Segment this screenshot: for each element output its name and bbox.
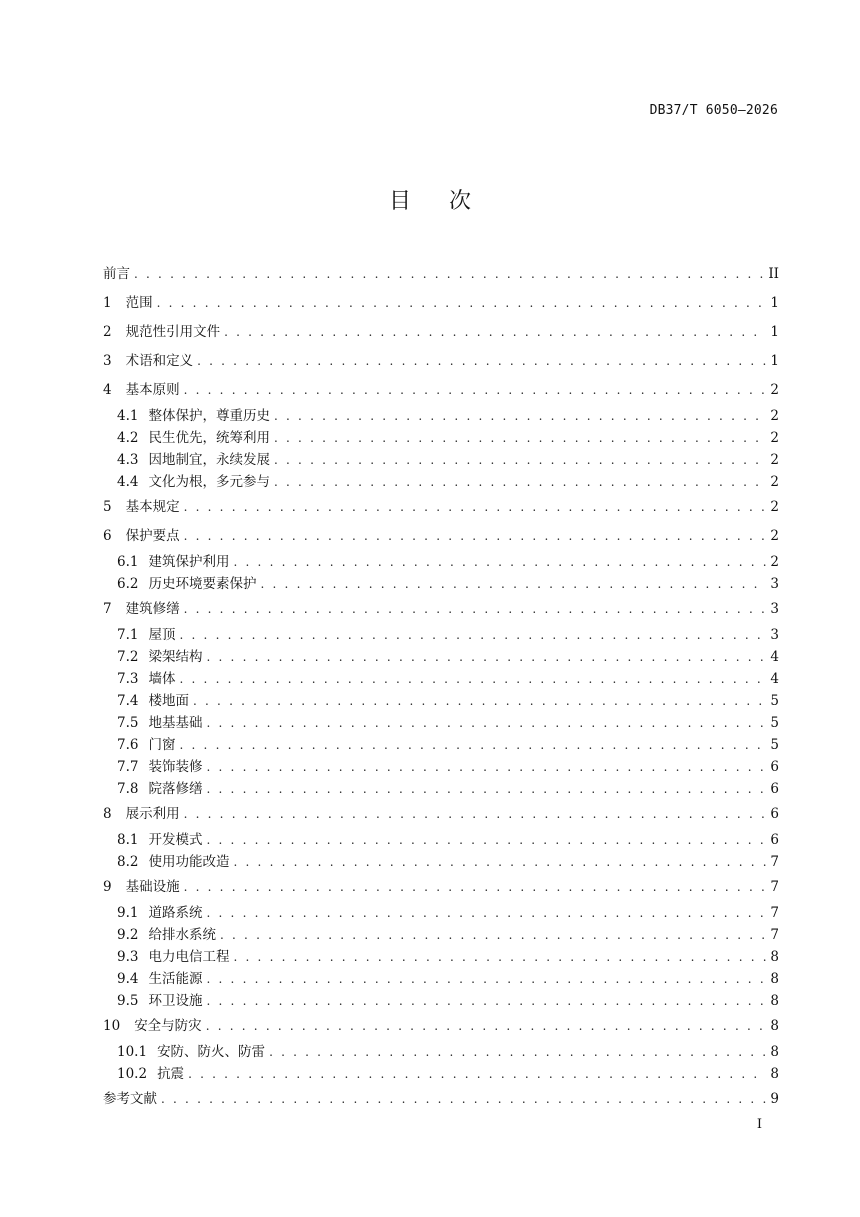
document-id: DB37/T 6050—2026 <box>649 103 778 118</box>
toc-dot-leader <box>206 712 766 734</box>
page-title <box>0 184 860 215</box>
title-part-2: 次 <box>449 189 472 214</box>
toc-dot-leader <box>260 573 766 595</box>
toc-entry-page: 6 <box>770 759 779 775</box>
toc-entry-page: 2 <box>770 382 779 398</box>
toc-entry[interactable] <box>103 573 779 595</box>
toc-entry-label: 范围 <box>125 295 153 311</box>
toc-entry-label: 给排水系统 <box>148 927 216 943</box>
toc-entry-page: 6 <box>770 781 779 797</box>
toc-entry[interactable] <box>103 347 779 376</box>
toc-entry-number: 4 <box>103 382 112 398</box>
toc-entry-number: 8 <box>103 806 112 822</box>
toc-dot-leader <box>274 405 766 427</box>
toc-entry-label: 基础设施 <box>125 879 180 895</box>
toc-entry[interactable] <box>103 318 779 347</box>
toc-entry-label: 楼地面 <box>148 693 189 709</box>
toc-entry[interactable] <box>103 756 779 778</box>
toc-entry[interactable] <box>103 260 779 289</box>
toc-entry-label: 屋顶 <box>148 627 176 643</box>
toc-entry[interactable] <box>103 624 779 646</box>
toc-entry[interactable] <box>103 851 779 873</box>
toc-entry[interactable] <box>103 690 779 712</box>
toc-entry-number: 7.8 <box>117 781 139 797</box>
toc-entry-number: 6 <box>103 528 112 544</box>
toc-entry[interactable] <box>103 646 779 668</box>
toc-entry-page: 5 <box>770 737 779 753</box>
toc-dot-leader <box>224 318 766 347</box>
toc-entry-number: 7.6 <box>117 737 139 753</box>
toc-entry-page: 7 <box>770 879 779 895</box>
toc-entry[interactable] <box>103 712 779 734</box>
toc-entry-number: 3 <box>103 353 112 369</box>
toc-entry-number: 10 <box>103 1018 121 1034</box>
toc-dot-leader <box>197 347 766 376</box>
toc-dot-leader <box>233 946 766 968</box>
toc-entry-page: 2 <box>770 430 779 446</box>
toc-entry-number: 9.4 <box>117 971 139 987</box>
toc-entry-page: 8 <box>770 993 779 1009</box>
toc-entry-page: 7 <box>770 927 779 943</box>
toc-entry[interactable] <box>103 778 779 800</box>
toc-entry-number: 9.2 <box>117 927 139 943</box>
toc-entry-number: 6.2 <box>117 576 139 592</box>
toc-entry-number: 7.2 <box>117 649 139 665</box>
toc-entry-number: 6.1 <box>117 554 139 570</box>
toc-entry[interactable] <box>103 1085 779 1114</box>
toc-entry-number: 7.1 <box>117 627 139 643</box>
toc-dot-leader <box>179 624 766 646</box>
toc-entry-number: 7.7 <box>117 759 139 775</box>
toc-entry-label: 墙体 <box>148 671 176 687</box>
toc-entry-label: 地基基础 <box>148 715 203 731</box>
toc-entry[interactable] <box>103 427 779 449</box>
toc-entry-number: 8.2 <box>117 854 139 870</box>
toc-entry-page: 1 <box>770 353 779 369</box>
toc-entry[interactable] <box>103 829 779 851</box>
toc-entry-label: 建筑修缮 <box>125 601 180 617</box>
toc-entry-page: 6 <box>770 832 779 848</box>
toc-entry-label: 文化为根，多元参与 <box>148 474 270 490</box>
toc-dot-leader <box>206 902 766 924</box>
toc-entry-number: 8.1 <box>117 832 139 848</box>
toc-dot-leader <box>179 734 766 756</box>
toc-entry-label: 环卫设施 <box>148 993 203 1009</box>
toc-dot-leader <box>184 595 767 624</box>
toc-entry-page: 8 <box>770 1044 779 1060</box>
toc-entry[interactable] <box>103 595 779 624</box>
toc-dot-leader <box>274 471 766 493</box>
toc-entry-page: 2 <box>770 474 779 490</box>
toc-entry-label: 规范性引用文件 <box>125 324 221 340</box>
toc-entry-page: 3 <box>770 627 779 643</box>
toc-entry-number: 7.5 <box>117 715 139 731</box>
toc-entry-page: 5 <box>770 693 779 709</box>
toc-entry-page: 2 <box>770 554 779 570</box>
toc-entry-label: 民生优先，统筹利用 <box>148 430 270 446</box>
page-number: I <box>756 1117 762 1132</box>
toc-entry-page: 6 <box>770 806 779 822</box>
toc-dot-leader <box>233 851 766 873</box>
toc-entry-number: 7 <box>103 601 112 617</box>
toc-entry-number: 4.4 <box>117 474 139 490</box>
toc-dot-leader <box>206 646 766 668</box>
toc-entry-label: 抗震 <box>157 1066 185 1082</box>
toc-entry-page: 4 <box>770 649 779 665</box>
toc-entry[interactable] <box>103 1041 779 1063</box>
toc-entry[interactable] <box>103 551 779 573</box>
toc-dot-leader <box>206 778 766 800</box>
toc-dot-leader <box>161 1085 766 1114</box>
toc-entry-label: 整体保护，尊重历史 <box>148 408 270 424</box>
toc-entry[interactable] <box>103 924 779 946</box>
toc-entry-label: 参考文献 <box>103 1091 157 1107</box>
toc-entry-number: 4.1 <box>117 408 139 424</box>
toc-entry-label: 因地制宜，永续发展 <box>148 452 270 468</box>
toc-entry-label: 电力电信工程 <box>148 949 230 965</box>
toc-entry[interactable] <box>103 668 779 690</box>
toc-entry[interactable] <box>103 902 779 924</box>
toc-dot-leader <box>188 1063 766 1085</box>
toc-entry-number: 9.3 <box>117 949 139 965</box>
toc-entry[interactable] <box>103 990 779 1012</box>
toc-entry-label: 基本规定 <box>125 499 180 515</box>
toc-entry-label: 安全与防灾 <box>134 1018 202 1034</box>
toc-entry[interactable] <box>103 405 779 427</box>
toc-entry-label: 生活能源 <box>148 971 203 987</box>
toc-entry[interactable] <box>103 1063 779 1085</box>
toc-entry-page: 7 <box>770 854 779 870</box>
toc-entry[interactable] <box>103 873 779 902</box>
toc-entry[interactable] <box>103 376 779 405</box>
toc-dot-leader <box>274 449 766 471</box>
toc-entry-label: 术语和定义 <box>125 353 194 369</box>
toc-entry-number: 7.4 <box>117 693 139 709</box>
toc-entry-number: 10.1 <box>117 1044 148 1060</box>
toc-entry-page: 1 <box>770 324 779 340</box>
toc-entry-page: 8 <box>770 971 779 987</box>
toc-dot-leader <box>184 800 767 829</box>
toc-entry[interactable] <box>103 734 779 756</box>
toc-entry[interactable] <box>103 289 779 318</box>
toc-entry-label: 建筑保护利用 <box>148 554 230 570</box>
toc-dot-leader <box>206 829 766 851</box>
toc-dot-leader <box>157 289 767 318</box>
toc-dot-leader <box>206 990 766 1012</box>
toc-entry-page: 2 <box>770 528 779 544</box>
toc-entry-number: 10.2 <box>117 1066 148 1082</box>
toc-entry-page: 8 <box>770 949 779 965</box>
toc-entry[interactable] <box>103 449 779 471</box>
toc-entry-number: 5 <box>103 499 112 515</box>
toc-dot-leader <box>184 522 767 551</box>
toc-entry-label: 历史环境要素保护 <box>148 576 257 592</box>
toc-entry-label: 展示利用 <box>125 806 180 822</box>
toc-dot-leader <box>220 924 766 946</box>
toc-entry-label: 安防、防火、防雷 <box>157 1044 266 1060</box>
toc-dot-leader <box>184 376 767 405</box>
toc-dot-leader <box>206 756 766 778</box>
toc-entry-label: 使用功能改造 <box>148 854 230 870</box>
toc-entry-number: 2 <box>103 324 112 340</box>
toc-entry-page: 5 <box>770 715 779 731</box>
toc-entry-page: 1 <box>770 295 779 311</box>
toc-entry-page: 2 <box>770 452 779 468</box>
toc-dot-leader <box>233 551 766 573</box>
toc-dot-leader <box>179 668 766 690</box>
toc-entry[interactable] <box>103 493 779 522</box>
toc-entry[interactable] <box>103 1012 779 1041</box>
toc-entry-number: 9.5 <box>117 993 139 1009</box>
table-of-contents <box>103 260 779 1114</box>
toc-dot-leader <box>206 1012 767 1041</box>
toc-entry[interactable] <box>103 968 779 990</box>
toc-entry-page: 2 <box>770 408 779 424</box>
toc-entry[interactable] <box>103 522 779 551</box>
title-part-1: 目 <box>388 189 411 214</box>
toc-entry-label: 道路系统 <box>148 905 203 921</box>
toc-entry-number: 7.3 <box>117 671 139 687</box>
toc-entry-page: 4 <box>770 671 779 687</box>
toc-dot-leader <box>193 690 766 712</box>
toc-entry-page: 3 <box>770 576 779 592</box>
toc-entry-label: 装饰装修 <box>148 759 203 775</box>
toc-entry-label: 保护要点 <box>125 528 180 544</box>
toc-entry-page: 2 <box>770 499 779 515</box>
toc-entry-page: 9 <box>770 1091 779 1107</box>
toc-dot-leader <box>206 968 766 990</box>
toc-entry-label: 前言 <box>103 266 130 282</box>
toc-dot-leader <box>274 427 766 449</box>
toc-entry[interactable] <box>103 800 779 829</box>
toc-entry-number: 4.2 <box>117 430 139 446</box>
toc-dot-leader <box>184 873 767 902</box>
toc-entry-number: 9 <box>103 879 112 895</box>
toc-entry[interactable] <box>103 946 779 968</box>
toc-entry-page: II <box>768 266 779 282</box>
toc-entry-label: 开发模式 <box>148 832 203 848</box>
toc-entry-label: 院落修缮 <box>148 781 203 797</box>
toc-dot-leader <box>184 493 767 522</box>
toc-entry[interactable] <box>103 471 779 493</box>
toc-entry-page: 8 <box>770 1066 779 1082</box>
toc-entry-label: 门窗 <box>148 737 176 753</box>
toc-dot-leader <box>134 260 764 289</box>
toc-entry-page: 7 <box>770 905 779 921</box>
toc-entry-label: 基本原则 <box>125 382 180 398</box>
toc-entry-page: 3 <box>770 601 779 617</box>
toc-entry-page: 8 <box>770 1018 779 1034</box>
toc-entry-number: 1 <box>103 295 112 311</box>
toc-entry-label: 梁架结构 <box>148 649 203 665</box>
toc-entry-number: 4.3 <box>117 452 139 468</box>
toc-entry-number: 9.1 <box>117 905 139 921</box>
toc-dot-leader <box>269 1041 766 1063</box>
